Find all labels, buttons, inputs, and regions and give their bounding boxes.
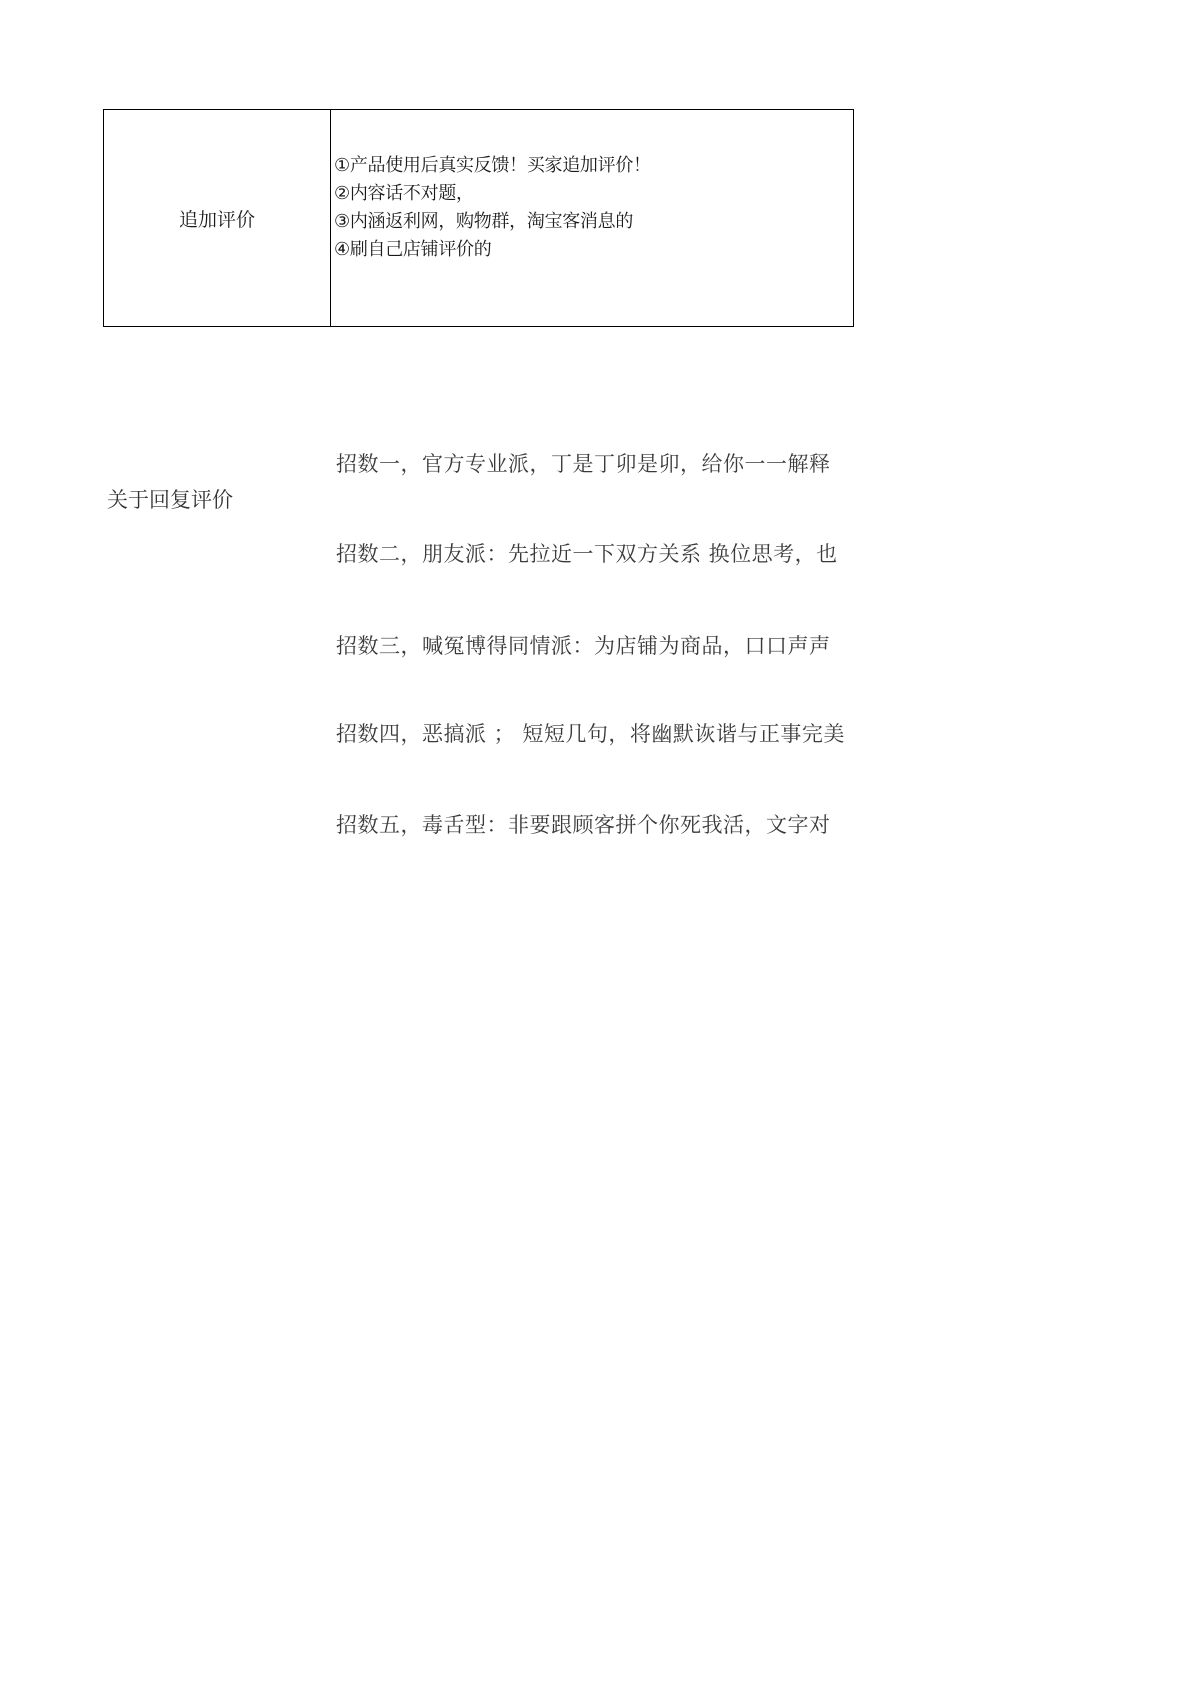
reply-tip-4: 招数四，恶搞派 ； 短短几句，将幽默诙谐与正事完美 (336, 722, 845, 746)
reply-tip-5: 招数五，毒舌型：非要跟顾客拼个你死我活，文字对 (336, 813, 831, 837)
reply-tip-2: 招数二，朋友派：先拉近一下双方关系 换位思考，也 (336, 542, 838, 566)
reply-tip-3: 招数三，喊冤博得同情派：为店铺为商品，口口声声 (336, 634, 831, 658)
review-rule-line: ②内容话不对题， (334, 183, 474, 204)
additional-review-content-cell (331, 110, 853, 326)
review-rule-line: ①产品使用后真实反馈！买家追加评价！ (334, 155, 651, 176)
review-rule-line: ④刷自己店铺评价的 (334, 239, 492, 260)
reply-tips-list (336, 448, 854, 848)
additional-review-label-cell (104, 110, 331, 326)
review-rule-line: ③内涵返利网，购物群，淘宝客消息的 (334, 211, 634, 232)
reply-tip-1: 招数一，官方专业派，丁是丁卯是卯，给你一一解释 (336, 452, 831, 476)
additional-review-table (103, 109, 854, 327)
additional-review-label: 追加评价 (178, 208, 255, 231)
reply-review-label: 关于回复评价 (107, 488, 233, 512)
